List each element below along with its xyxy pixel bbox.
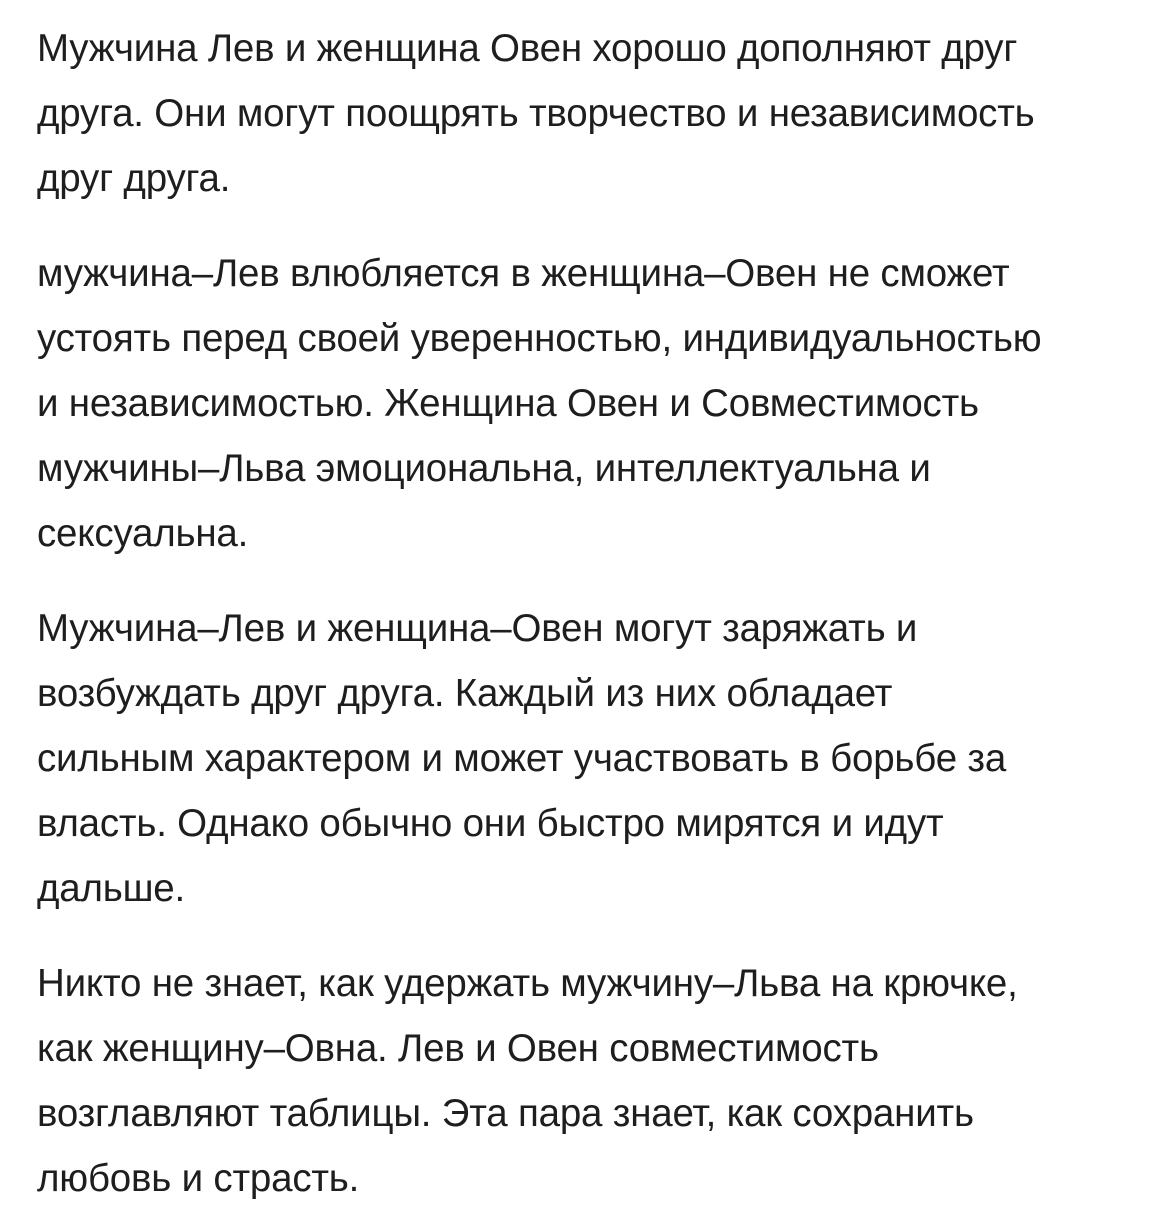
paragraph-2	[37, 241, 1147, 567]
text-line: возглавляют таблицы. Эта пара знает, как сохранить	[37, 1092, 974, 1136]
text-line: Мужчина Лев и женщина Овен хорошо дополняют друг	[37, 27, 1018, 70]
text-line: как женщину–Овна. Лев и Овен совместимость	[37, 1026, 879, 1070]
article-body	[37, 16, 1147, 1211]
text-line: власть. Однако обычно они быстро мирятся и идут	[37, 802, 944, 846]
text-line: и независимостью. Женщина Овен и Совместимость	[37, 382, 979, 426]
text-line: любовь и страсть.	[37, 1157, 360, 1201]
text-line: дальше.	[37, 867, 185, 911]
text-line: сексуальна.	[37, 512, 249, 556]
text-line: сильным характером и может участвовать в борьбе за	[37, 737, 1007, 781]
text-line: Мужчина–Лев и женщина–Овен могут заряжать и	[37, 606, 918, 650]
text-line: друг друга.	[37, 157, 231, 201]
text-line: мужчина–Лев влюбляется в женщина–Овен не сможет	[37, 251, 1010, 295]
text-line: устоять перед своей уверенностью, индивидуальностью	[37, 316, 1042, 360]
paragraph-3	[37, 596, 1147, 922]
text-line: Никто не знает, как удержать мужчину–Льва на крючке,	[37, 961, 1018, 1005]
paragraph-4	[37, 951, 1147, 1211]
text-line: возбуждать друг друга. Каждый из них обладает	[37, 671, 893, 715]
text-line: мужчины–Льва эмоциональна, интеллектуальна и	[37, 447, 931, 491]
paragraph-1	[37, 16, 1147, 212]
text-line: друга. Они могут поощрять творчество и независимость	[37, 92, 1035, 136]
